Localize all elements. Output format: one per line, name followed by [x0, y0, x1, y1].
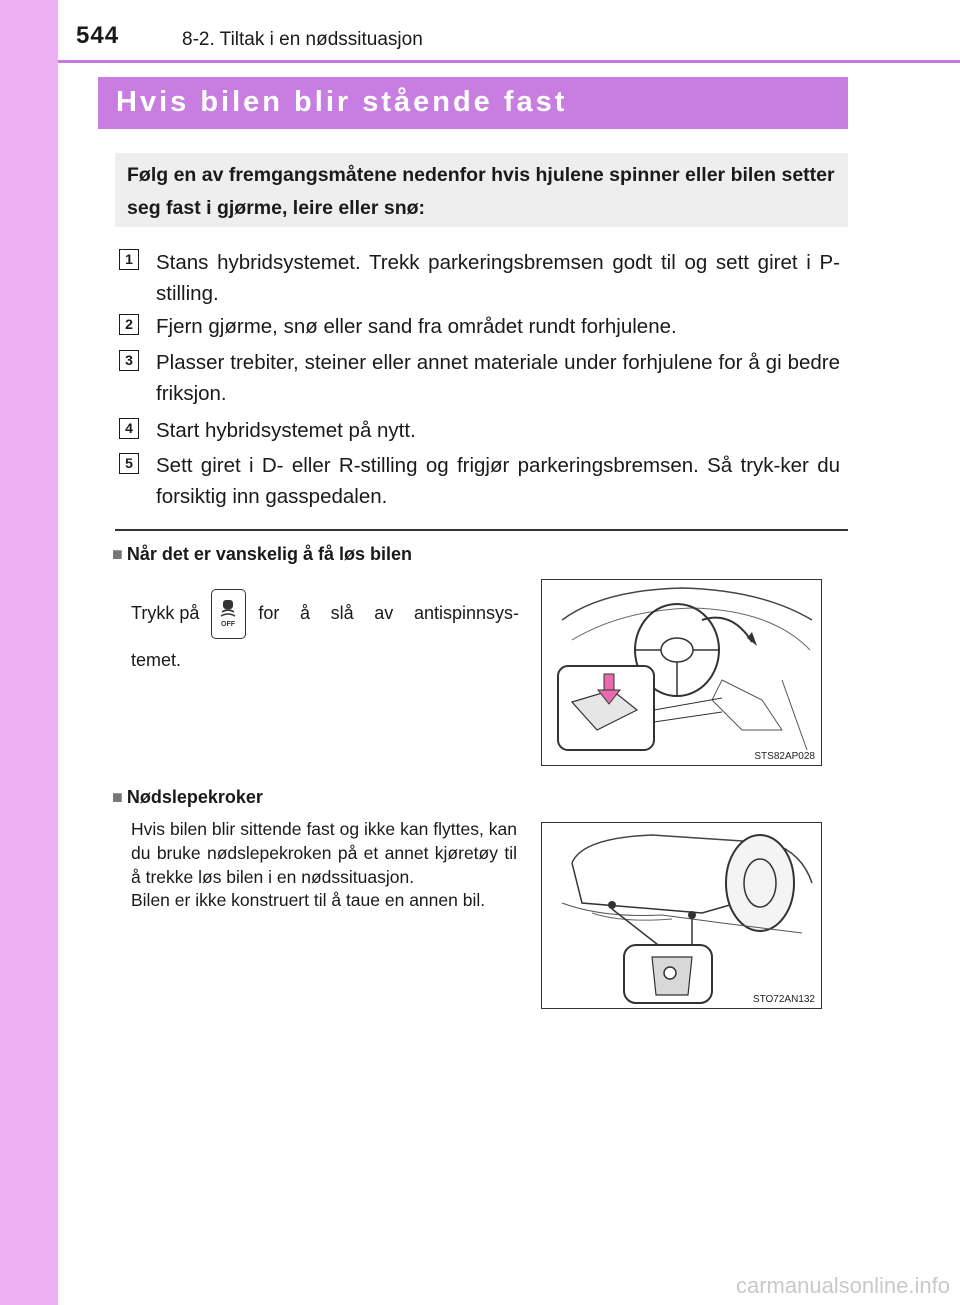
figure-code: STS82AP028 [754, 751, 815, 762]
step-number: 4 [119, 418, 139, 439]
left-margin-band [0, 0, 58, 1305]
trc-off-button-icon [211, 589, 246, 639]
press-text-after: for å slå av antispinnsys- [258, 603, 519, 623]
figure-code: STO72AN132 [752, 994, 815, 1005]
tow-hook-illustration [542, 823, 820, 1007]
section-title: Hvis bilen blir stående fast [116, 86, 568, 118]
square-bullet-icon: ■ [112, 787, 123, 807]
square-bullet-icon: ■ [112, 544, 123, 564]
tow-paragraph [131, 818, 517, 913]
figure-tow-hook [541, 822, 822, 1009]
step-number: 2 [119, 314, 139, 335]
subsection-heading-stuck [112, 544, 412, 565]
section-divider [115, 529, 848, 531]
press-text-before: Trykk på [131, 603, 200, 623]
press-text-line2: temet. [131, 650, 182, 670]
step-text: Start hybridsystemet på nytt. [156, 419, 416, 442]
step-text: Plasser trebiter, steiner eller annet materiale under forhjulene for å gi bedre friksjon. [156, 351, 840, 405]
watermark: carmanualsonline.info [735, 1273, 950, 1298]
section-banner [98, 77, 848, 129]
step-number: 3 [119, 350, 139, 371]
press-instruction [131, 590, 519, 684]
tow-paragraph-1: Hvis bilen blir sittende fast og ikke kan flyttes, kan du bruke nødslepekroken på et annet kjøretøy til å trekke løs bilen i en nødssituasjon. [131, 819, 517, 887]
subsection-heading-tow [112, 787, 263, 808]
step-number: 1 [119, 249, 139, 270]
step-text: Fjern gjørme, snø eller sand fra området rundt forhjulene. [156, 315, 677, 338]
step-text: Sett giret i D- eller R-stilling og frigjør parkeringsbremsen. Så tryk-ker du forsiktig inn gasspedalen. [156, 454, 840, 508]
subsection-heading-text: Nødslepekroker [126, 787, 263, 807]
tow-paragraph-2: Bilen er ikke konstruert til å taue en annen bil. [131, 890, 486, 911]
page-number: 544 [76, 22, 120, 49]
figure-dashboard [541, 579, 822, 766]
step-text: Stans hybridsystemet. Trekk parkeringsbremsen godt til og sett giret i P-stilling. [156, 251, 840, 305]
intro-box [115, 153, 848, 227]
header-rule [58, 60, 960, 63]
step-number: 5 [119, 453, 139, 474]
button-off-label: OFF [221, 620, 236, 628]
chapter-title: 8-2. Tiltak i en nødssituasjon [182, 29, 423, 50]
dashboard-illustration [542, 580, 820, 764]
subsection-heading-text: Når det er vanskelig å få løs bilen [126, 544, 412, 564]
intro-text: Følg en av fremgangsmåtene nedenfor hvis hjulene spinner eller bilen setter seg fast i gjørme, leire eller snø: [127, 164, 835, 219]
